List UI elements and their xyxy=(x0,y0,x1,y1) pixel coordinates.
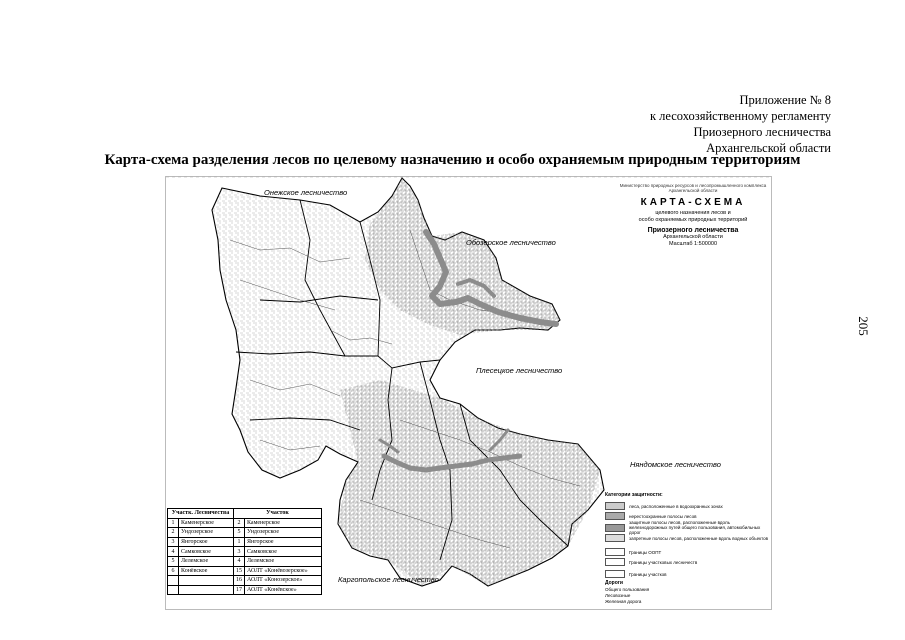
legend-categories-header: Категории защитности: xyxy=(605,492,663,498)
table-cell-forestry: Ундозерское xyxy=(179,528,234,538)
table-row xyxy=(168,556,322,566)
table-cell-forestry xyxy=(179,576,234,586)
legend-road-label: Лесовозные xyxy=(605,593,631,598)
legend-road xyxy=(605,593,630,598)
table-cell-forestry: Конёвское xyxy=(179,566,234,576)
legend-roads-header: Дороги xyxy=(605,580,623,586)
label-kargopolskoe-forestry: Каргопольское лесничество xyxy=(338,575,439,584)
table-cell-plot: Лелемское xyxy=(245,556,322,566)
table-cell-forestry-number: 5 xyxy=(168,556,179,566)
legend-item-label: Границы участков xyxy=(629,571,667,577)
legend-road-label: Общего пользования xyxy=(605,587,650,592)
legend-region: Архангельской области xyxy=(663,234,723,240)
table-row xyxy=(168,566,322,576)
label-plesetskoe-forestry: Плесецкое лесничество xyxy=(476,366,563,375)
table-cell-plot-number: 17 xyxy=(234,585,245,595)
table-cell-forestry: Лелемское xyxy=(179,556,234,566)
page-title: Карта-схема разделения лесов по целевому назначению и особо охраняемым природным территориям xyxy=(104,152,801,168)
table-cell-forestry-number xyxy=(168,585,179,595)
table-cell-plot: Самковское xyxy=(245,547,322,557)
label-nyandomskoe-forestry: Няндомское лесничество xyxy=(630,460,721,469)
table-cell-plot-number: 15 xyxy=(234,566,245,576)
legend-subtitle-1: целевого назначения лесов и xyxy=(655,210,731,216)
legend-item xyxy=(605,512,697,520)
legend-item xyxy=(605,520,770,535)
legend-swatch xyxy=(605,558,625,566)
table-cell-forestry-number: 6 xyxy=(168,566,179,576)
legend-item-label: запретные полосы лесов, расположенные вдоль водных объектов xyxy=(629,535,769,541)
table-cell-plot: Ундозерское xyxy=(245,528,322,538)
table-cell-plot: Янгорское xyxy=(245,537,322,547)
table-row xyxy=(168,537,322,547)
legend-swatch xyxy=(605,502,625,510)
legend-item xyxy=(605,570,667,578)
legend-header xyxy=(618,183,768,248)
legend-road xyxy=(605,599,641,604)
table-cell-forestry-number: 4 xyxy=(168,547,179,557)
legend-subtitle-2: особо охраняемых природных территорий xyxy=(638,217,748,223)
table-body xyxy=(168,518,322,595)
legend-forestry: Приозерного лесничества xyxy=(647,227,739,234)
table-row xyxy=(168,585,322,595)
label-onega-forestry: Онежское лесничество xyxy=(264,188,348,197)
legend-item-label: защитные полосы лесов, расположенные вдоль железнодорожных путей общего пользования, автомобильных дорог xyxy=(629,520,761,535)
appendix-line-1: Приложение № 8 xyxy=(739,93,831,107)
appendix-line-3: Приозерного лесничества xyxy=(693,125,831,139)
table-cell-forestry-number: 1 xyxy=(168,518,179,528)
legend-swatch xyxy=(605,570,625,578)
legend-swatch xyxy=(605,512,625,520)
legend-item xyxy=(605,534,768,542)
table-cell-plot-number: 16 xyxy=(234,576,245,586)
table-cell-forestry-number: 3 xyxy=(168,537,179,547)
table-cell-plot-number: 4 xyxy=(234,556,245,566)
legend-categories xyxy=(605,486,770,606)
legend-ministry: Министерство природных ресурсов и лесопромышленного комплекса Архангельской области xyxy=(619,183,767,193)
appendix-line-4: Архангельской области xyxy=(706,141,831,155)
appendix-line-2: к лесохозяйственному регламенту xyxy=(649,109,831,123)
table-cell-plot: АОЛТ «Конёвозерское» xyxy=(245,566,322,576)
table-header-row xyxy=(168,509,322,519)
legend-swatch xyxy=(605,534,625,542)
legend-swatch xyxy=(605,548,625,556)
legend-item-label: Границы участковых лесничеств xyxy=(629,559,698,565)
table-header: Участк. Лесничества xyxy=(168,509,234,519)
table-cell-forestry-number xyxy=(168,576,179,586)
table-cell-forestry-number: 2 xyxy=(168,528,179,538)
table-cell-forestry: Каменерское xyxy=(179,518,234,528)
legend-item-label: Границы ООПТ xyxy=(629,549,662,555)
legend-scale: Масштаб 1:500000 xyxy=(669,241,717,247)
label-obozerskoe-forestry: Обозерское лесничество xyxy=(466,238,556,247)
table-cell-forestry: Янгорское xyxy=(179,537,234,547)
forestry-table xyxy=(167,508,322,595)
legend-swatch xyxy=(605,524,625,532)
legend-item-label: нерестоохранные полосы лесов xyxy=(629,513,697,519)
table-header: Участок xyxy=(234,509,322,519)
table-row xyxy=(168,547,322,557)
legend-item xyxy=(605,548,661,556)
table-row xyxy=(168,528,322,538)
table-cell-plot-number: 1 xyxy=(234,537,245,547)
table-cell-plot: АОЛТ «Конозерское» xyxy=(245,576,322,586)
legend-item xyxy=(605,502,723,510)
table-cell-plot-number: 3 xyxy=(234,547,245,557)
legend-item-label: леса, расположенные в водоохранных зонах xyxy=(629,503,723,509)
legend-road xyxy=(605,587,649,592)
legend-title: КАРТА-СХЕМА xyxy=(640,197,746,208)
table-cell-plot-number: 2 xyxy=(234,518,245,528)
table-cell-plot: АОЛТ «Конёвское» xyxy=(245,585,322,595)
legend-item xyxy=(605,558,697,566)
page-number: 205 xyxy=(855,316,871,336)
legend-road-label: Железная дорога xyxy=(605,599,642,604)
table-cell-plot-number: 5 xyxy=(234,528,245,538)
table-row xyxy=(168,576,322,586)
table-row xyxy=(168,518,322,528)
table-cell-forestry: Самковское xyxy=(179,547,234,557)
table-cell-forestry xyxy=(179,585,234,595)
table-cell-plot: Каменерское xyxy=(245,518,322,528)
